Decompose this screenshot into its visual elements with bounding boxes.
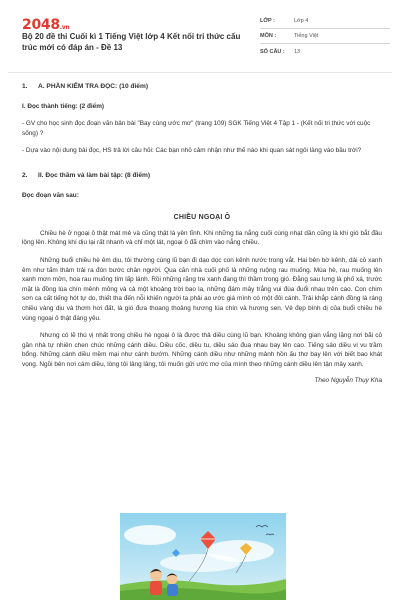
meta-value: 13 bbox=[294, 48, 301, 55]
site-logo[interactable] bbox=[22, 17, 69, 33]
document-meta bbox=[260, 14, 390, 59]
meta-value: Tiếng Việt bbox=[294, 33, 319, 39]
meta-label: LỚP : bbox=[260, 18, 275, 24]
story-text bbox=[22, 229, 382, 370]
cloud bbox=[124, 525, 176, 545]
kite-flying-illustration bbox=[120, 513, 286, 600]
child-figure bbox=[167, 574, 179, 597]
document-header bbox=[8, 10, 392, 66]
subsection-heading-read-passage: Đọc đoạn văn sau: bbox=[22, 191, 79, 199]
logo-suffix: .vn bbox=[59, 24, 70, 31]
meta-label: SỐ CÂU : bbox=[260, 48, 285, 55]
story-author: Theo Nguyễn Thụy Kha bbox=[314, 377, 382, 385]
instruction-paragraph: - GV cho học sinh đọc đoạn văn bản bài "Bay cùng ước mơ" (trang 109) SGK Tiếng Việt 4 Tập 1 - (Kết nối tri thức với cuộc sống) ? bbox=[22, 120, 371, 137]
document-body bbox=[22, 82, 382, 386]
instruction-paragraph: - Dựa vào nội dung bài đọc, HS trả lời câu hỏi: Các bạn nhỏ cảm nhận như thế nào khi quan sát ngôi làng vào bầu trời? bbox=[22, 147, 362, 155]
cloud bbox=[160, 554, 240, 572]
logo-text: 2048 bbox=[22, 17, 60, 33]
meta-label: MÔN : bbox=[260, 33, 277, 39]
story-paragraph: Những buổi chiều hè êm dịu, tôi thường cùng lũ bạn đi dạo dọc con kênh nước trong vắt. Hai bên bờ kênh, dải cỏ xanh êm như tấm thảm trải ra đón bước chân người. Qua căn nhà cuối phố là những ruộng rau muống. Mùa hè, rau muống lên xanh mơn mởn, hoa rau muống tím lấp lánh. Rồi những rặng tre xanh đang thì thầm trong gió. Đằng sau lưng là phố xá, trước mặt là đồng lúa chín mênh mông và cả một khoảng trời bao la, những đám mây trắng vui đùa đuổi nhau trên cao. Con chim sơn ca cất tiếng hót tự do, thiết tha đến nỗi khiến người ta phải ao ước giá mình có một đôi cánh. Trải khắp cánh đồng là ráng chiều vàng dịu và thơm hơi đất, là gió đưa thoang thoảng hương lúa chín và hương sen. Vẻ đẹp bình dị của buổi chiều hè vùng ngoại ô thật đáng yêu. bbox=[22, 256, 382, 322]
story-paragraph: Chiều hè ở ngoại ô thật mát mẻ và cũng thật là yên tĩnh. Khi những tia nắng cuối cùng nhạt dần cũng là khi gió bắt đầu lộng lên. Không khí dịu lại rất nhanh và chỉ một lát, ngoại ô đã chìm vào nắng chiều. bbox=[22, 229, 382, 247]
section-number: 1. bbox=[22, 83, 28, 90]
child-figure bbox=[150, 569, 162, 595]
meta-row-grade bbox=[260, 14, 390, 29]
meta-value: Lớp 4 bbox=[294, 18, 309, 24]
section-title: A. PHẦN KIỂM TRA ĐỌC: (10 điểm) bbox=[38, 83, 149, 90]
header-divider bbox=[8, 72, 392, 73]
story-title: CHIỀU NGOẠI Ô bbox=[173, 214, 231, 222]
section-number: 2. bbox=[22, 171, 28, 179]
meta-row-subject bbox=[260, 29, 390, 44]
document-title: Bộ 20 đề thi Cuối kì 1 Tiếng Việt lớp 4 Kết nối tri thức cấu trúc mới có đáp án - Đề 13 bbox=[22, 32, 241, 52]
section-title: II. Đọc thầm và làm bài tập: (8 điểm) bbox=[38, 171, 151, 179]
meta-row-question-count bbox=[260, 44, 390, 59]
subsection-heading-read-aloud: I. Đọc thành tiếng: (2 điểm) bbox=[22, 102, 105, 110]
section-heading-reading-test bbox=[22, 82, 382, 92]
section-heading-silent-reading bbox=[22, 171, 382, 181]
story-paragraph: Nhưng có lẽ thú vị nhất trong chiều hè ngoại ô là được thả diều cùng lũ bạn. Khoảng không gian vắng lặng nơi bãi cỏ gần nhà tự nhiên chen chúc những cánh diều. Diều cốc, diều tu, diều sáo đua nhau bay lên cao. Tiếng sáo diều vi vu trầm bổng. Những cánh diều mềm mại như cánh bướm. Những cánh diều như những mảnh hồn ấu thơ bay lên với biết bao khát vọng. Ngồi bên nơi cám diều, lòng tôi lâng lâng, tôi muốn gửi ước mơ của mình theo những cánh diều lên tận mây xanh. bbox=[22, 332, 382, 368]
story-illustration bbox=[120, 513, 286, 600]
